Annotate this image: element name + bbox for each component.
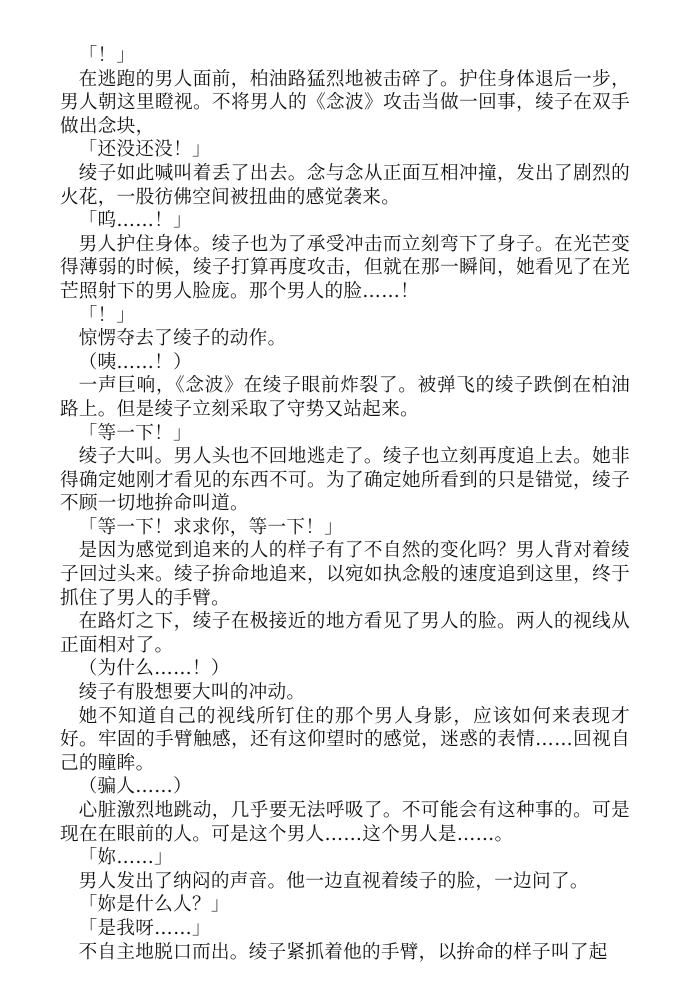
paragraph: 「妳……」 [78,847,174,869]
paragraph: 绫子大叫。男人头也不回地逃走了。绫子也立刻再度追上去。她非得确定她刚才看见的东西不可。为了确定她所看到的只是错觉，绫子不顾一切地拚命叫道。 [60,446,630,515]
paragraph: 是因为感觉到追来的人的样子有了不自然的变化吗？男人背对着绫子回过头来。绫子拚命地追来，以宛如执念般的速度追到这里，终于抓住了男人的手臂。 [60,540,630,609]
paragraph: 「等一下！」 [78,422,192,444]
paragraph: 绫子有股想要大叫的冲动。 [78,682,306,704]
paragraph: 男人发出了纳闷的声音。他一边直视着绫子的脸，一边问了。 [78,870,589,892]
paragraph: 「妳是什么人？」 [78,894,230,916]
paragraph: 「！」 [78,45,136,66]
paragraph: （骗人……） [78,776,192,798]
paragraph: 一声巨响，《念波》在绫子眼前炸裂了。被弹飞的绫子跌倒在柏油路上。但是绫子立刻采取了守势又站起来。 [60,375,630,420]
paragraph: 心脏激烈地跳动，几乎要无法呼吸了。不可能会有这种事的。可是现在在眼前的人。可是这个男人……这个男人是……。 [60,800,630,845]
paragraph: 「！」 [78,304,136,326]
paragraph: 在路灯之下，绫子在极接近的地方看见了男人的脸。两人的视线从正面相对了。 [60,611,630,656]
paragraph: 不自主地脱口而出。绫子紧抓着他的手臂，以拚命的样子叫了起 [78,941,608,963]
paragraph: 「还没还没！」 [78,139,211,161]
paragraph: （为什么……！） [78,658,230,680]
paragraph: 「是我呀……」 [78,917,211,939]
paragraph: （咦……！） [78,351,192,373]
paragraph: 绫子如此喊叫着丢了出去。念与念从正面互相冲撞，发出了剧烈的火花，一股彷佛空间被扭曲的感觉袭来。 [60,162,630,208]
paragraph: 惊愣夺去了绫子的动作。 [78,328,287,350]
paragraph: 她不知道自己的视线所钉住的那个男人身影，应该如何来表现才好。牢固的手臂触感，还有这仰望时的感觉，迷惑的表情……回视自己的瞳眸。 [60,705,630,774]
paragraph: 在逃跑的男人面前，柏油路猛烈地被击碎了。护住身体退后一步，男人朝这里瞪视。不将男人的《念波》攻击当做一回事，绫子在双手做出念块， [60,68,630,137]
paragraph: 男人护住身体。绫子也为了承受冲击而立刻弯下了身子。在光芒变得薄弱的时候，绫子打算再度攻击，但就在那一瞬间，她看见了在光芒照射下的男人脸庞。那个男人的脸……！ [60,233,630,302]
paragraph: 「等一下！求求你，等一下！」 [78,516,344,538]
paragraph: 「呜……！」 [78,210,192,232]
